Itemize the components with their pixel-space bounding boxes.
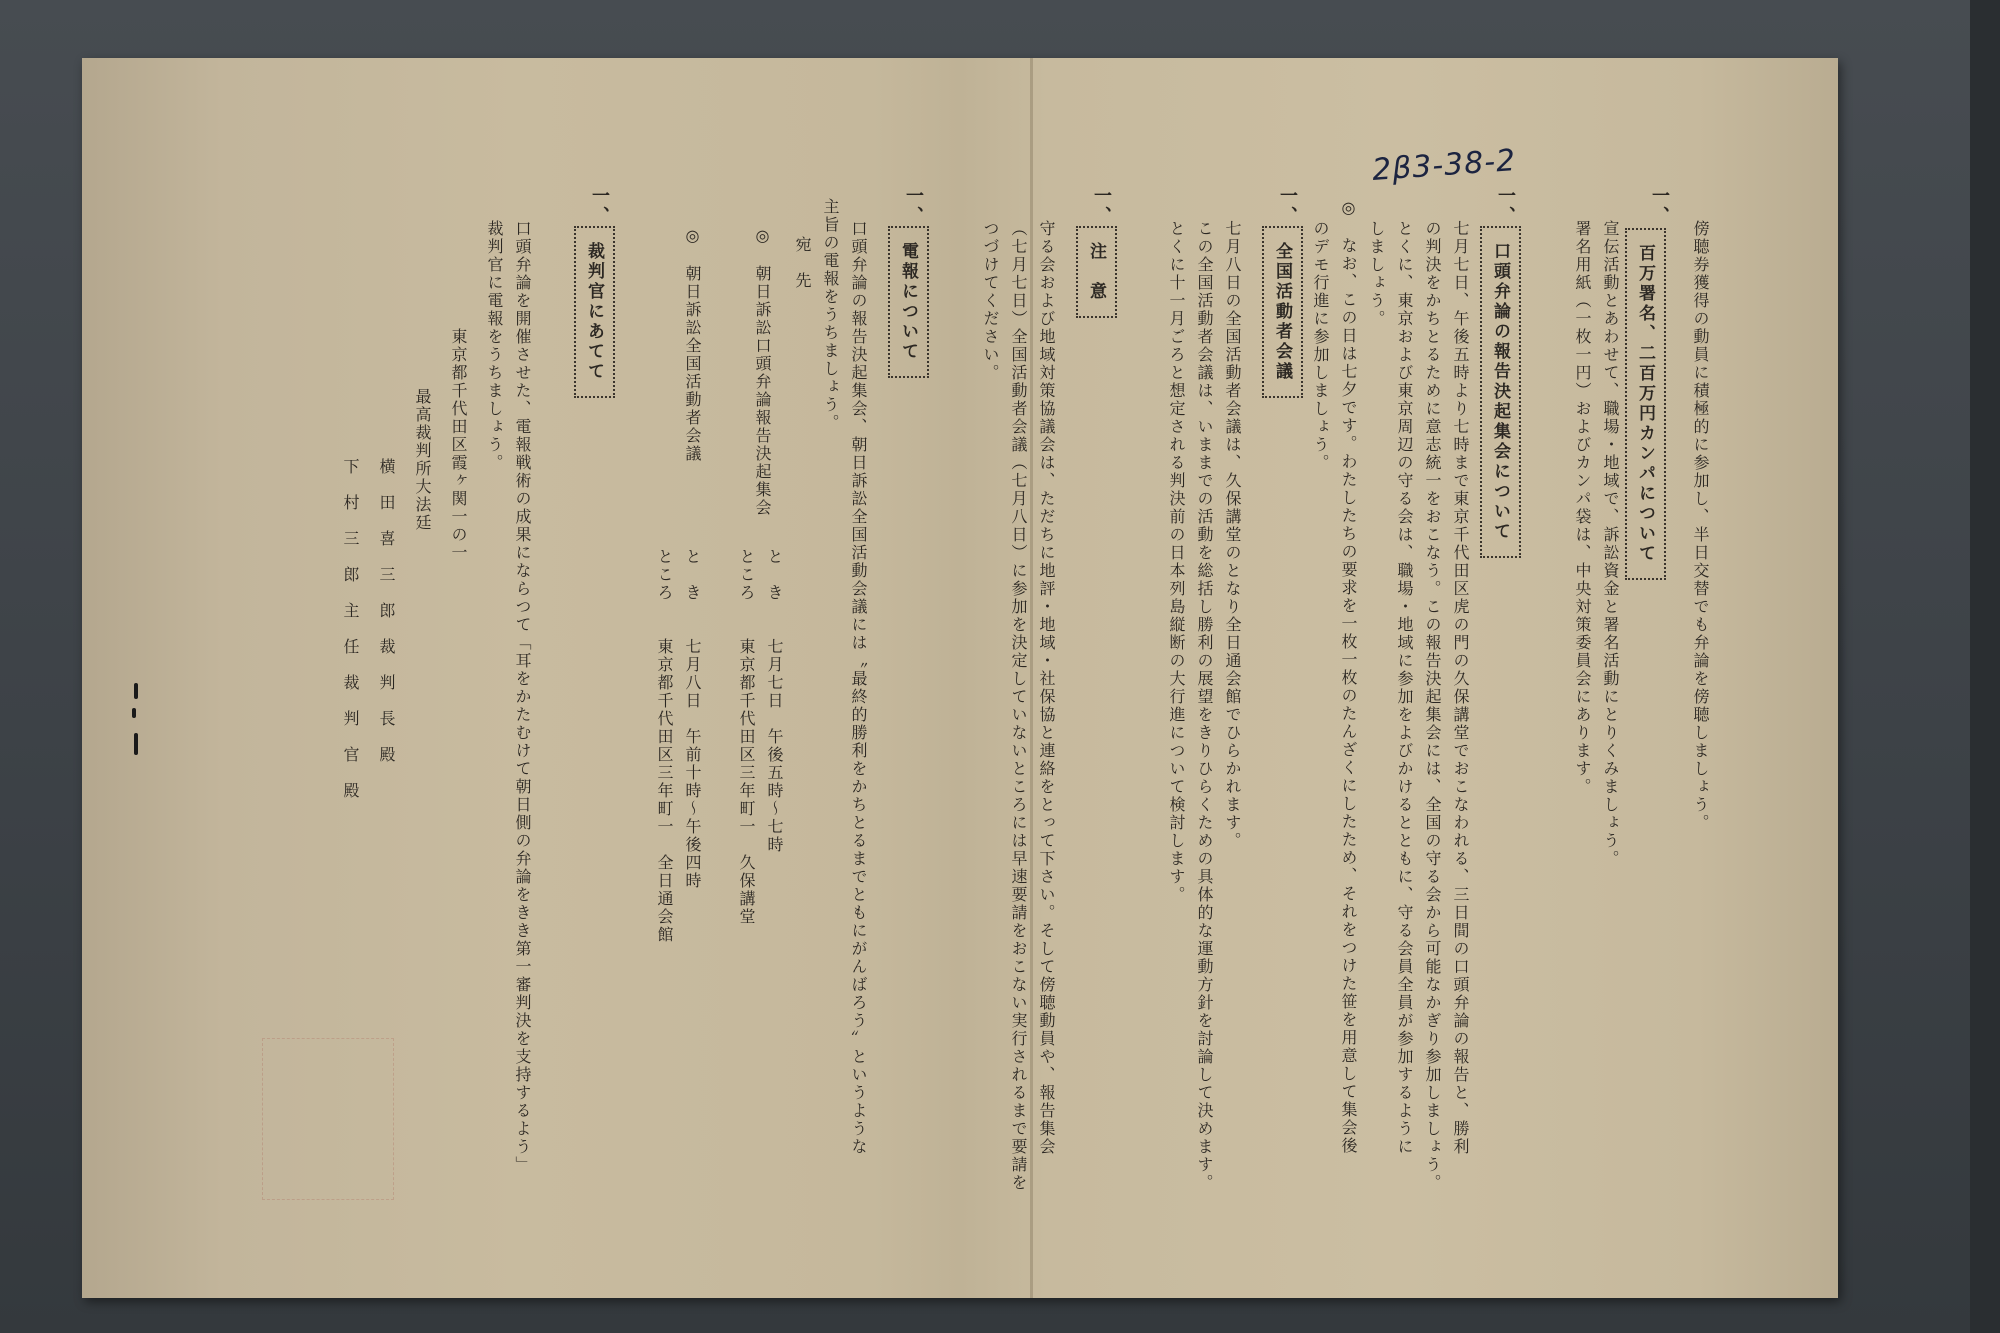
section-3-line-1: 七月八日の全国活動者会議は、久保講堂のとなり全日通会館でひらかれます。	[1223, 220, 1242, 850]
section-1-marker: 一、	[1649, 186, 1670, 226]
section-2-note: ◎ なお、この日は七夕です。わたしたちの要求を一枚一枚のたんざくにしたため、それをつけた笹を用意して集会後	[1339, 198, 1358, 1155]
section-3-line-2: この全国活動者会議は、いままでの活動を総括し勝利の展望をきりひらくための具体的な運動方針を討論して決めます。	[1195, 220, 1214, 1192]
section-3-marker: 一、	[1277, 186, 1298, 226]
archive-number: 2β3-38-2	[1370, 143, 1518, 188]
section-5-marker: 一、	[903, 186, 924, 226]
section-2-line-4: しましょう。	[1367, 220, 1386, 328]
section-5-event-1-name: ◎ 朝日訴訟口頭弁論報告決起集会	[753, 226, 772, 517]
section-2-line-6: のデモ行進に参加しましょう。	[1311, 220, 1330, 472]
section-6-marker: 一、	[589, 186, 610, 226]
section-5-event-1-where: ところ 東京都千代田区三年町一 久保講堂	[737, 548, 756, 926]
edge-mark	[134, 683, 138, 699]
section-1-heading: 百万署名、二百万円カンパについて	[1625, 228, 1666, 580]
section-5-line-1: 口頭弁論の報告決起集会、朝日訴訟全国活動会議には〝最終的勝利をかちとるまでともにがんばろう〟というような	[849, 220, 868, 1156]
edge-mark	[132, 708, 136, 718]
section-5-event-2-where: ところ 東京都千代田区三年町一 全日通会館	[655, 548, 674, 944]
section-4-line-1: 守る会および地域対策協議会は、ただちに地評・地域・社保協と連絡をとって下さい。そして傍聴動員や、報告集会	[1037, 220, 1056, 1156]
section-5-event-1-when: と き 七月七日 午後五時〜七時	[765, 548, 784, 854]
section-5-heading: 電報について	[888, 226, 929, 378]
faint-stamp-mark	[262, 1038, 394, 1200]
section-5-line-2: 主旨の電報をうちましょう。	[821, 198, 840, 432]
section-6-address-2: 最高裁判所大法廷	[413, 388, 432, 532]
section-6-addressee-2: 下 村 三 郎 主 任 裁 判 官 殿	[341, 458, 360, 800]
section-1-line-2: 署名用紙（一枚一円）およびカンパ袋は、中央対策委員会にあります。	[1573, 220, 1592, 796]
section-4-line-3: つづけてください。	[981, 220, 1000, 382]
section-2-marker: 一、	[1495, 186, 1516, 226]
section-4-marker: 一、	[1091, 186, 1112, 226]
section-3-line-3: とくに十一月ごろと想定される判決前の日本列島縦断の大行進について検討します。	[1167, 220, 1186, 904]
section-6-address-1: 東京都千代田区霞ヶ関一の一	[449, 328, 468, 562]
section-5-event-2-name: ◎ 朝日訴訟全国活動者会議	[683, 226, 702, 463]
edge-mark	[134, 733, 138, 755]
section-2-heading: 口頭弁論の報告決起集会について	[1480, 226, 1521, 558]
section-6-heading: 裁判官にあてて	[574, 226, 615, 398]
center-fold	[1030, 58, 1033, 1298]
mount-board-edge	[1970, 0, 2000, 1333]
document-sheet	[82, 58, 1838, 1298]
section-2-line-3: とくに、東京および東京周辺の守る会は、職場・地域に参加をよびかけるとともに、守る会員全員が参加するように	[1395, 220, 1414, 1156]
section-5-recipient-label: 宛 先	[793, 236, 812, 290]
section-6-addressee-1: 横 田 喜 三 郎 裁 判 長 殿	[377, 458, 396, 764]
section-2-line-2: の判決をかちとるために意志統一をおこなう。この報告決起集会には、全国の守る会から可能なかぎり参加しましょう。	[1423, 220, 1442, 1192]
section-2-line-1: 七月七日、午後五時より七時まで東京千代田区虎の門の久保講堂でおこなわれる、三日間の口頭弁論の報告と、勝利	[1451, 220, 1470, 1156]
section-5-event-2-when: と き 七月八日 午前十時〜午後四時	[683, 548, 702, 890]
section-1-line-1: 宣伝活動とあわせて、職場・地域で、訴訟資金と署名活動にとりくみましょう。	[1601, 220, 1620, 868]
section-6-line-1: 口頭弁論を開催させた、電報戦術の成果にならつて「耳をかたむけて朝日側の弁論をきき第一審判決を支持するよう」	[513, 220, 532, 1174]
section-1-lead: 傍聴券獲得の動員に積極的に参加し、半日交替でも弁論を傍聴しましょう。	[1691, 220, 1710, 832]
section-4-line-2: （七月七日）全国活動者会議（七月八日）に参加を決定していないところには早速要請をおこない実行されるまで要請を	[1009, 220, 1028, 1192]
section-6-line-2: 裁判官に電報をうちましょう。	[485, 220, 504, 472]
section-3-heading: 全国活動者会議	[1262, 226, 1303, 398]
section-4-heading: 注 意	[1076, 226, 1117, 318]
